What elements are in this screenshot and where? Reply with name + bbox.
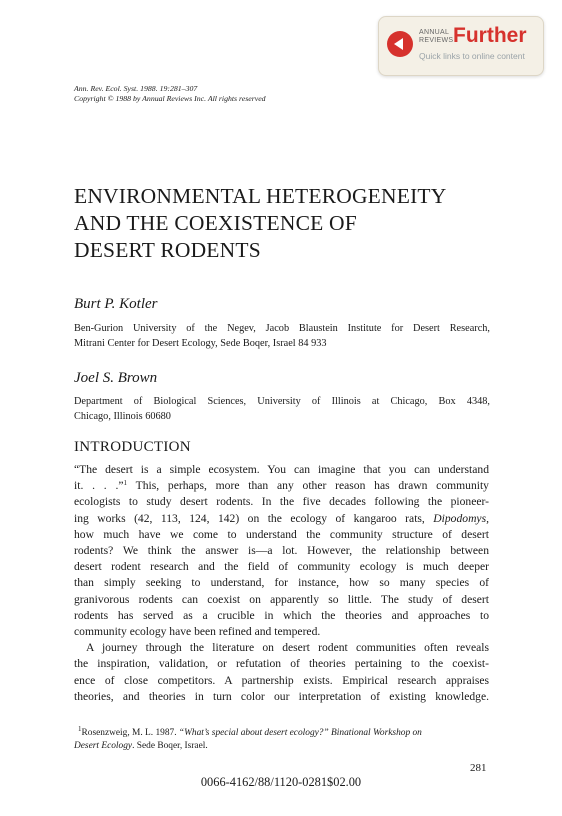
author-name-1: Burt P. Kotler	[74, 296, 158, 312]
footnote-line: Desert Ecology. Sede Boqer, Israel.	[74, 741, 208, 751]
badge-further-label[interactable]: Further	[453, 24, 527, 47]
section-heading: INTRODUCTION	[74, 439, 191, 455]
annual-reviews-further-badge[interactable]	[378, 16, 544, 76]
affiliation-line: Chicago, Illinois 60680	[74, 411, 171, 422]
genus-name: Dipodomys,	[433, 511, 489, 525]
badge-reviews-label: REVIEWS	[419, 37, 454, 44]
footnote-line: $^1$Rosenzweig, M. L. 1987. “What’s special about desert ecology?” Binational Workshop on	[78, 725, 422, 738]
author-affiliation-2	[74, 394, 490, 424]
author-name-2: Joel S. Brown	[74, 370, 158, 386]
body-line: rodents has served as a crucible in which the theories and approaches to	[74, 608, 489, 622]
footnote	[74, 727, 490, 753]
footnote-ref[interactable]: 1	[123, 479, 128, 488]
back-arrow-icon[interactable]	[387, 31, 413, 57]
author-affiliation-1	[74, 321, 490, 351]
body-line: granivorous rodents can coexist on apparently so little. The study of desert	[74, 592, 489, 606]
copyright-line: Copyright © 1988 by Annual Reviews Inc. All rights reserved	[74, 94, 266, 103]
body-line: theories, and theories in turn color our interpretation of existing knowledge.	[74, 689, 489, 703]
title-line-2: AND THE COEXISTENCE OF	[74, 211, 357, 235]
body-line: ing works (42, 113, 124, 142) on the ecology of kangaroo rats, Dipodomys,	[74, 511, 489, 525]
body-line: rodents? We think the answer is—a lot. However, the relationship between	[74, 544, 489, 558]
body-line: ecologists to study desert rodents. In the five decades following the pioneer-	[74, 495, 489, 509]
badge-subtitle[interactable]: Quick links to online content	[419, 51, 525, 61]
badge-annual-label: ANNUAL	[419, 29, 450, 36]
body-line: A journey through the literature on desert rodent communities often reveals	[86, 641, 489, 655]
journal-citation: Ann. Rev. Ecol. Syst. 1988. 19:281–307	[74, 84, 198, 93]
document-code: 0066-4162/88/1120-0281$02.00	[200, 775, 362, 789]
title-line-3: DESERT RODENTS	[74, 238, 261, 262]
body-line: desert rodent research and the field of community ecology is much deeper	[74, 560, 489, 574]
page-number: 281	[470, 762, 487, 774]
affiliation-line: Ben-Gurion University of the Negev, Jacob Blaustein Institute for Desert Research,	[74, 323, 490, 334]
body-line: than simply seeking to understand, for instance, how so many species of	[74, 576, 489, 590]
body-line: how much have we come to understand the community structure of desert	[74, 527, 489, 541]
article-title	[74, 183, 447, 264]
body-text	[74, 462, 489, 705]
body-line: it. . . .”$^1$ This, perhaps, more than any other reason has drawn community	[74, 479, 489, 493]
body-line: “The desert is a simple ecosystem. You can imagine that you can understand	[74, 463, 489, 476]
title-line-1: ENVIRONMENTAL HETEROGENEITY	[74, 184, 447, 208]
body-line: the inspiration, validation, or refutation of theories pertaining to the coexist-	[74, 657, 489, 671]
affiliation-line: Department of Biological Sciences, University of Illinois at Chicago, Box 4348,	[74, 396, 490, 407]
body-line: ence of close competitors. A partnership exists. Empirical research appraises	[74, 673, 489, 687]
affiliation-line: Mitrani Center for Desert Ecology, Sede Boqer, Israel 84 933	[74, 338, 327, 349]
body-line: community ecology have been refined and tempered.	[74, 625, 321, 639]
